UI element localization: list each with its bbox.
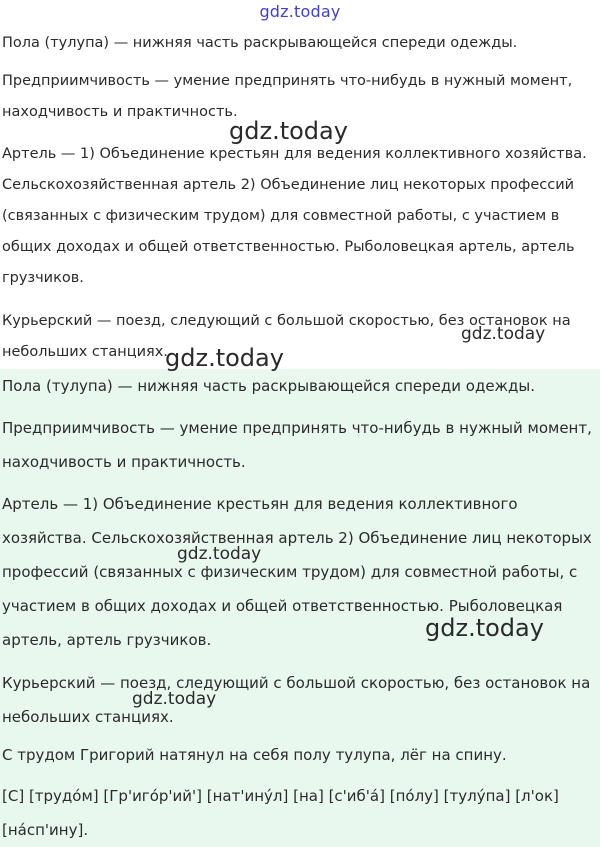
watermark: gdz.today: [165, 344, 284, 372]
section-definitions-2: [0, 369, 600, 847]
definition-kurerskiy: Курьерский — поезд, следующий с большой скоростью, без остановок на небольших станциях.: [2, 674, 591, 726]
definition-artel: Артель — 1) Объединение крестьян для ведения коллективного хозяйства. Сельскохозяйственная артель 2) Объединение лиц некоторых профессий (связанных с физическим трудом) для совместной работы, с участием в общих доходах и общей ответственностью. Рыболовецкая артель, артель грузчиков.: [2, 495, 592, 649]
watermark: gdz.today: [425, 614, 544, 642]
definition-kurerskiy: Курьерский — поезд, следующий с большой скоростью, без остановок на небольших станциях.: [2, 313, 571, 360]
watermark-top: gdz.today: [259, 2, 341, 21]
phonetic-transcription: [С] [трудо́м] [Гр'иго́р'ий'] [нат'ину́л] [на] [с'иб'а́] [по́лу] [тулу́па] [л'ок] [на́сп'ину].: [2, 787, 559, 839]
definition-pola: Пола (тулупа) — нижняя часть раскрывающейся спереди одежды.: [2, 35, 518, 51]
definition-artel: Артель — 1) Объединение крестьян для ведения коллективного хозяйства. Сельскохозяйственная артель 2) Объединение лиц некоторых профессий (связанных с физическим трудом) для совместной работы, с участием в общих доходах и общей ответственностью. Рыболовецкая артель, артель грузчиков.: [2, 146, 587, 286]
definition-predpriimchivost: Предприимчивость — умение предпринять что-нибудь в нужный момент, находчивость и практичность.: [2, 73, 573, 120]
section-definitions-1: [0, 0, 600, 369]
watermark: gdz.today: [461, 324, 546, 344]
watermark: gdz.today: [132, 689, 217, 709]
definition-predpriimchivost: Предприимчивость — умение предпринять что-нибудь в нужный момент, находчивость и практичность.: [2, 419, 592, 471]
example-sentence: С трудом Григорий натянул на себя полу тулупа, лёг на спину.: [2, 746, 507, 764]
watermark: gdz.today: [177, 544, 262, 564]
watermark: gdz.today: [229, 117, 348, 145]
definition-pola: Пола (тулупа) — нижняя часть раскрывающейся спереди одежды.: [2, 377, 536, 395]
